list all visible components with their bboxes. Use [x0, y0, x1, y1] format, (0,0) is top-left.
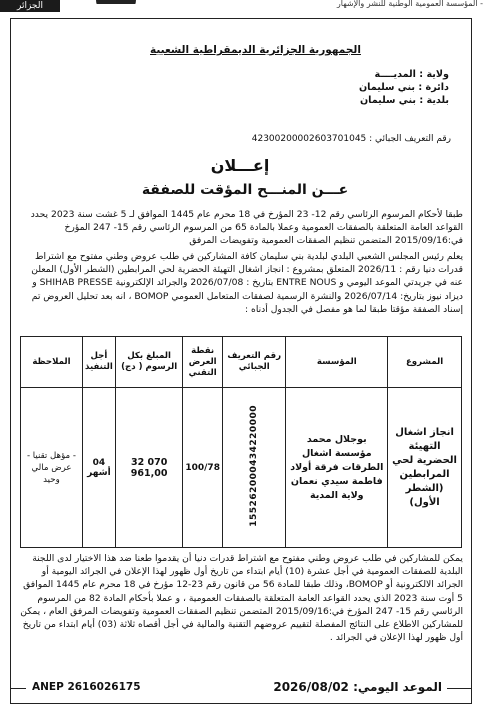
logo-swoosh [96, 0, 136, 14]
award-table [20, 336, 462, 548]
announcement-subtitle: عـــن المنـــح المؤقت للصفقة [141, 182, 349, 198]
cell-score: 100/78 [183, 388, 223, 548]
wilaya-label: ولاية : المديــــة [374, 69, 449, 80]
col-header-amount: المبلغ بكل الرسوم ( دج) [115, 337, 182, 388]
publication-date: 2026/08/02 [273, 680, 349, 694]
daira-label: دائرة : بني سليمان [358, 82, 449, 93]
commune-label: بلدية : بني سليمان [359, 95, 449, 106]
col-header-notes: الملاحظة [21, 337, 83, 388]
footer-rule-right [447, 688, 472, 689]
tax-id-line: رقم التعريف الجبائي : 42300200002603701045 [251, 134, 451, 144]
outro-paragraph: يمكن للمشاركين في طلب عروض وطني مفتوح مع اشتراط قدرات دنيا أن يقدموا طعنا ضد هذا الاختيار لدى اللجنة البلدية للصفقات العمومية في أجل عشرة (10) أيام ابتداء من تاريخ أول ظهور لهذا الإعلان في الجرائد اليومية أو الجرائد الالكترونية أو BOMOP، وذلك طبقا للمادة 56 من قانون رقم 23-12 مؤرخ في 18 محرم عام 1445 الموافق 5 أوت سنة 2023 الذي يحدد القواعد العامة المتعلقة بالصفقات العمومية ، و عملا بأحكام المادة 82 من المرسوم الرئاسي رقم 15- 247 المؤرخ في:2015/09/16 المتضمن تنظيم الصفقات العمومية وتفويضات المرفق العام ، يمكن للمشاركين الاطلاع على النتائج المفصلة لتقييم عروضهم التقنية والمالية في أجل أقصاه ثلاثة (03) أيام ابتداء من تاريخ أول ظهور لهذا الإعلان في الجرائد . [20, 553, 463, 644]
anep-reference: ANEP 2616026175 [32, 681, 141, 693]
republic-title: الجمهورية الجزائرية الديمقراطية الشعبية [150, 44, 361, 56]
cell-company: بوجلال محمد مؤسسة اشغال الطرقات فرقة أولاد فاطمة سيدي نعمان ولاية المدية [286, 388, 388, 548]
announcement-title: إعـــلان [210, 156, 270, 175]
col-header-tax-id: رقم التعريف الجبائي [222, 337, 285, 388]
col-header-project: المشروع [388, 337, 462, 388]
cell-delay: 04 أشهر [82, 388, 115, 548]
admin-block [279, 68, 449, 107]
publication-line [273, 680, 442, 694]
footer-rule-left [10, 688, 26, 689]
table-header-row [21, 337, 462, 388]
newspaper-logo: الجزائر [0, 0, 60, 12]
col-header-score: نقطة العرض التقني [183, 337, 223, 388]
cell-tax-id [222, 388, 285, 548]
table-row [21, 388, 462, 548]
cell-notes: - مؤهل تقنيا - عرض مالي وحيد [21, 388, 83, 548]
intro-paragraph-2: يعلم رئيس المجلس الشعبي البلدي لبلدية بني سليمان كافة المشاركين في طلب عروض وطني مفتوح مع اشتراط قدرات دنيا رقم : 2026/11 المتعلق بمشروع : انجاز اشغال التهيئة الحضرية لحي المرابطين (الشطر الأول) المعلن عنه في جريدتي الموعد اليومي و ENTRE NOUS بتاريخ : 2026/07/08 والجرائد الإلكترونية SHIHAB PRESSE و ديزاد نيوز بتاريخ: 2026/07/14 والنشرة الرسمية لصفقات المتعامل العمومي BOMOP ، انه بعد تحليل العروض تم إسناد الصفقة مؤقتا طبقا لما هو مفصل في الجدول أدناه : [31, 251, 463, 315]
col-header-company: المؤسسة [286, 337, 388, 388]
intro-paragraph-1: طبقا لأحكام المرسوم الرئاسي رقم 12- 23 المؤرخ في 18 محرم عام 1445 الموافق لـ 5 غشت سنة 2023 يحدد القواعد العامة المتعلقة بالصفقات العمومية وعملا بالمادة 65 من المرسوم الرئاسي رقم 15- 247 المؤرخ في:2015/09/16 المتضمن تنظيم الصفقات العمومية وتفويضات المرفق [30, 209, 463, 247]
col-header-delay: أجل التنفيذ [82, 337, 115, 388]
cell-project: انجاز اشغال التهيئة الحضرية لحي المرابطين (الشطر الأول) [388, 388, 462, 548]
tax-id-vertical-text: 155262000434220000 [249, 405, 260, 527]
cell-amount: 32 070 961,00 [115, 388, 182, 548]
top-clipped-text: - المؤسسة العمومية الوطنية للنشر والإشهار [336, 0, 483, 8]
publication-name: الموعد اليومي: [353, 680, 442, 694]
